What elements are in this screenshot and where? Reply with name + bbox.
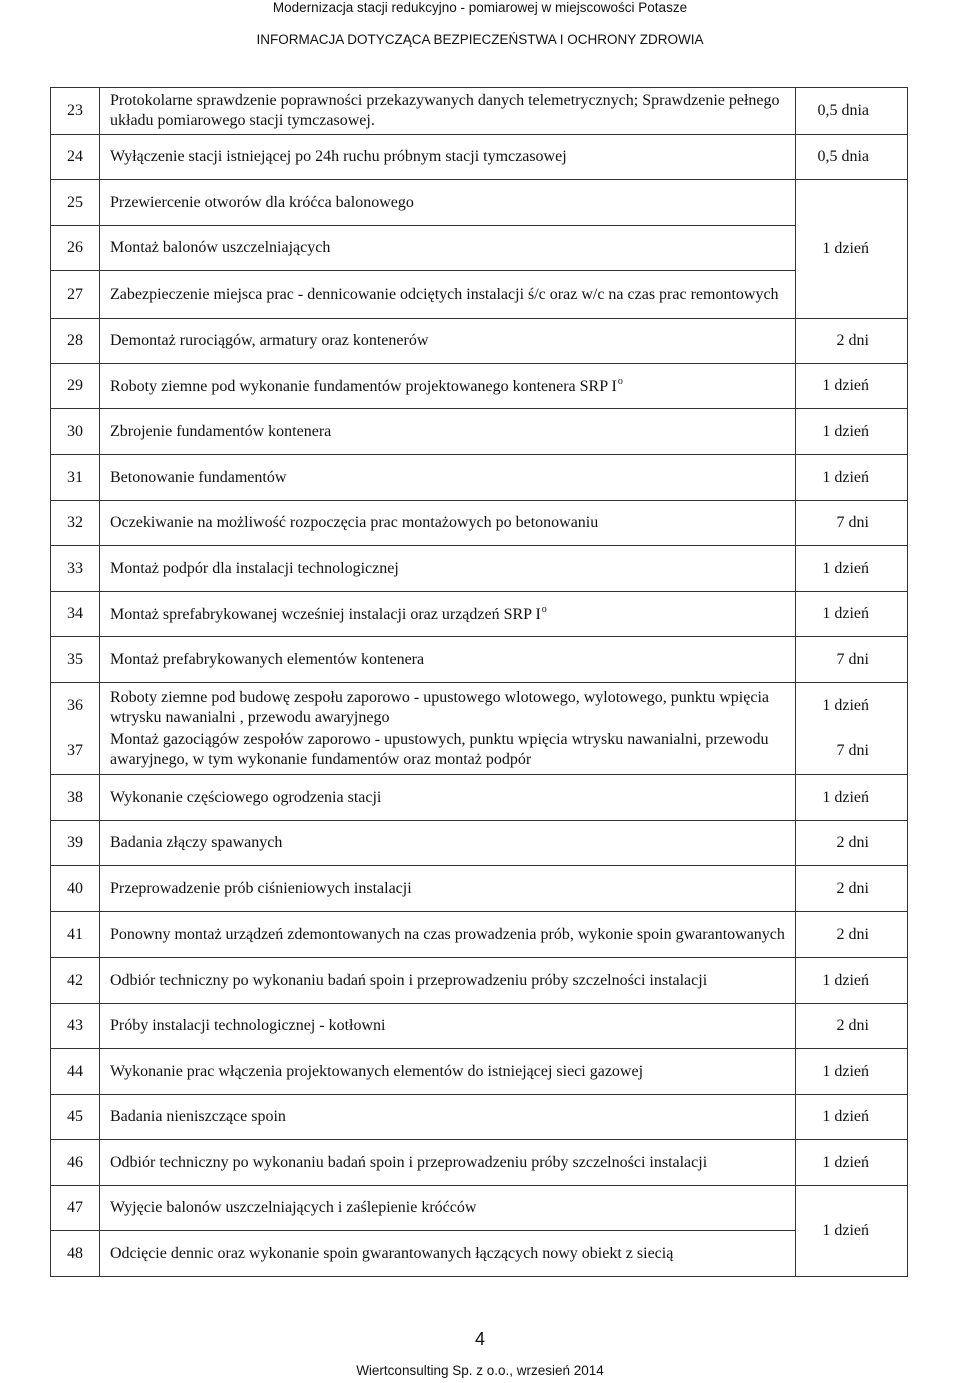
- row-duration: 1 dzień: [796, 1140, 908, 1186]
- row-duration: 7 dni: [796, 501, 908, 546]
- row-number: 27: [51, 271, 100, 319]
- row-duration: 2 dni: [796, 319, 908, 364]
- row-number: 25: [51, 180, 100, 226]
- row-description: Oczekiwanie na możliwość rozpoczęcia prac montażowych po betonowaniu: [100, 501, 796, 546]
- row-description: Przewiercenie otworów dla króćca balonowego: [100, 180, 796, 226]
- row-description: [100, 364, 796, 409]
- row-duration: 7 dni: [796, 637, 908, 683]
- row-description: Montaż podpór dla instalacji technologicznej: [100, 546, 796, 592]
- table-row: [51, 912, 908, 958]
- row-number: 40: [51, 866, 100, 912]
- table-row: [51, 180, 908, 226]
- schedule-table: [50, 87, 908, 1277]
- row-duration: 2 dni: [796, 1004, 908, 1049]
- row-number: 42: [51, 958, 100, 1004]
- row-description-group: [100, 683, 796, 775]
- row-duration: 1 dzień: [796, 958, 908, 1004]
- row-duration: 1 dzień: [796, 409, 908, 455]
- table-row: [51, 226, 908, 271]
- superscript: o: [617, 375, 623, 387]
- row-description: Zabezpieczenie miejsca prac - dennicowanie odciętych instalacji ś/c oraz w/c na czas prac remontowych: [100, 271, 796, 319]
- row-description: Protokolarne sprawdzenie poprawności przekazywanych danych telemetrycznych; Sprawdzenie pełnego układu pomiarowego stacji tymczasowej.: [100, 88, 796, 135]
- table-row: [51, 1231, 908, 1277]
- row-description: Przeprowadzenie prób ciśnieniowych instalacji: [100, 866, 796, 912]
- row-description-text: Roboty ziemne pod wykonanie fundamentów projektowanego kontenera SRP I: [110, 377, 617, 395]
- row-number: 36: [67, 696, 83, 714]
- row-description: Badania nieniszczące spoin: [100, 1095, 796, 1140]
- row-duration: 7 dni: [836, 742, 869, 760]
- row-number: 26: [51, 226, 100, 271]
- row-description: Montaż prefabrykowanych elementów kontenera: [100, 637, 796, 683]
- table-row: [51, 1140, 908, 1186]
- document-header-subtitle: INFORMACJA DOTYCZĄCA BEZPIECZEŃSTWA I OCHRONY ZDROWIA: [256, 32, 704, 47]
- row-duration: 1 dzień: [796, 364, 908, 409]
- row-duration: 2 dni: [796, 912, 908, 958]
- table-row: [51, 637, 908, 683]
- row-duration-group: [796, 683, 908, 775]
- table-row: [51, 958, 908, 1004]
- table-row: [51, 455, 908, 501]
- row-duration: 1 dzień: [822, 696, 869, 714]
- row-number: 28: [51, 319, 100, 364]
- row-description: Badania złączy spawanych: [100, 821, 796, 866]
- row-number: 44: [51, 1049, 100, 1095]
- document-header-title: Modernizacja stacji redukcyjno - pomiarowej w miejscowości Potasze: [272, 0, 688, 15]
- row-description: Wyłączenie stacji istniejącej po 24h ruchu próbnym stacji tymczasowej: [100, 135, 796, 180]
- row-duration: 2 dni: [796, 821, 908, 866]
- table-row: [51, 775, 908, 821]
- table-row: [51, 592, 908, 637]
- row-duration: 1 dzień: [796, 775, 908, 821]
- row-description: Odbiór techniczny po wykonaniu badań spoin i przeprowadzeniu próby szczelności instalacji: [100, 1140, 796, 1186]
- row-number: 38: [51, 775, 100, 821]
- row-description: Próby instalacji technologicznej - kotłowni: [100, 1004, 796, 1049]
- table-row: [51, 683, 908, 775]
- row-description: Montaż gazociągów zespołów zaporowo - upustowych, punktu wpięcia wtrysku nawanialni, przewodu awaryjnego, w tym wykonanie fundamentów oraz montaż podpór: [110, 730, 769, 768]
- row-description: Montaż balonów uszczelniających: [100, 226, 796, 271]
- table-row: [51, 135, 908, 180]
- row-number: 37: [67, 742, 83, 760]
- row-duration: 0,5 dnia: [796, 135, 908, 180]
- row-number: 39: [51, 821, 100, 866]
- row-number: 35: [51, 637, 100, 683]
- document-footer: Wiertconsulting Sp. z o.o., wrzesień 2014: [356, 1363, 604, 1378]
- row-description: Zbrojenie fundamentów kontenera: [100, 409, 796, 455]
- row-duration: 1 dzień: [796, 1095, 908, 1140]
- row-description: Odbiór techniczny po wykonaniu badań spoin i przeprowadzeniu próby szczelności instalacji: [100, 958, 796, 1004]
- row-description: Ponowny montaż urządzeń zdemontowanych na czas prowadzenia prób, wykonie spoin gwarantowanych: [100, 912, 796, 958]
- row-duration: 1 dzień: [796, 1049, 908, 1095]
- table-row: [51, 1095, 908, 1140]
- table-row: [51, 1004, 908, 1049]
- table-row: [51, 821, 908, 866]
- row-number: 41: [51, 912, 100, 958]
- row-description: Odcięcie dennic oraz wykonanie spoin gwarantowanych łączących nowy obiekt z siecią: [100, 1231, 796, 1277]
- row-duration: 1 dzień: [796, 180, 908, 319]
- row-duration: 1 dzień: [796, 455, 908, 501]
- row-duration: 1 dzień: [796, 546, 908, 592]
- row-number: 24: [51, 135, 100, 180]
- table-row: [51, 364, 908, 409]
- row-description-text: Montaż sprefabrykowanej wcześniej instalacji oraz urządzeń SRP I: [110, 605, 541, 623]
- table-row: [51, 88, 908, 135]
- row-number: 29: [51, 364, 100, 409]
- row-description: Wyjęcie balonów uszczelniających i zaślepienie króćców: [100, 1186, 796, 1231]
- row-number: 33: [51, 546, 100, 592]
- page-number: 4: [474, 1329, 485, 1349]
- table-row: [51, 409, 908, 455]
- table-row: [51, 1049, 908, 1095]
- row-description: Demontaż rurociągów, armatury oraz kontenerów: [100, 319, 796, 364]
- row-number: 23: [51, 88, 100, 135]
- row-description: Wykonanie prac włączenia projektowanych elementów do istniejącej sieci gazowej: [100, 1049, 796, 1095]
- row-number: 31: [51, 455, 100, 501]
- row-number: 34: [51, 592, 100, 637]
- row-number: 46: [51, 1140, 100, 1186]
- row-number-group: [51, 683, 100, 775]
- row-description: [100, 592, 796, 637]
- row-number: 30: [51, 409, 100, 455]
- row-duration: 2 dni: [796, 866, 908, 912]
- table-row: [51, 1186, 908, 1231]
- table-row: [51, 501, 908, 546]
- row-duration: 1 dzień: [796, 592, 908, 637]
- row-duration: 1 dzień: [796, 1186, 908, 1277]
- row-description: Roboty ziemne pod budowę zespołu zaporowo - upustowego wlotowego, wylotowego, punktu wpięcia wtrysku nawanialni , przewodu awaryjnego: [110, 688, 769, 726]
- row-number: 47: [51, 1186, 100, 1231]
- row-number: 48: [51, 1231, 100, 1277]
- table-row: [51, 546, 908, 592]
- row-number: 43: [51, 1004, 100, 1049]
- table-row: [51, 866, 908, 912]
- table-row: [51, 271, 908, 319]
- row-description: Wykonanie częściowego ogrodzenia stacji: [100, 775, 796, 821]
- table-row: [51, 319, 908, 364]
- row-description: Betonowanie fundamentów: [100, 455, 796, 501]
- row-number: 32: [51, 501, 100, 546]
- row-number: 45: [51, 1095, 100, 1140]
- superscript: o: [541, 603, 547, 615]
- row-duration: 0,5 dnia: [796, 88, 908, 135]
